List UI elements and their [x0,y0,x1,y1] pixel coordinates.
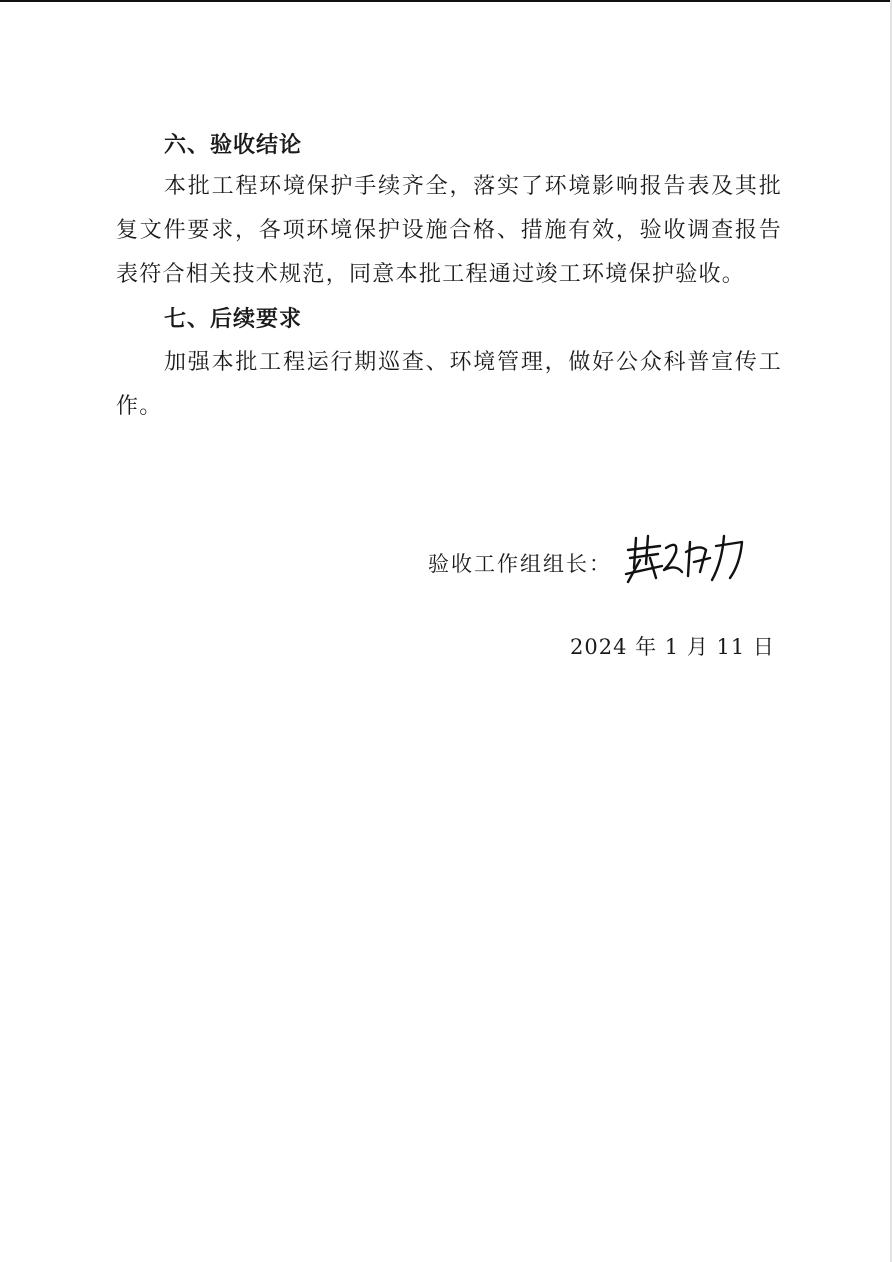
signature-date: 2024 年 1 月 11 日 [570,635,775,659]
section-heading-conclusion: 六、验收结论 [164,133,303,158]
signature-line [428,543,612,583]
handwritten-signature [620,528,750,588]
section-paragraph-conclusion: 本批工程环境保护手续齐全，落实了环境影响报告表及其批复文件要求，各项环境保护设施合格、措施有效，验收调查报告表符合相关技术规范，同意本批工程通过竣工环境保护验收。 [116,174,782,287]
section-heading-followup: 七、后续要求 [164,307,303,332]
signature-label: 验收工作组组长： [428,552,612,576]
page-top-border [0,0,892,2]
section-paragraph-followup: 加强本批工程运行期巡查、环境管理，做好公众科普宣传工作。 [116,350,782,419]
